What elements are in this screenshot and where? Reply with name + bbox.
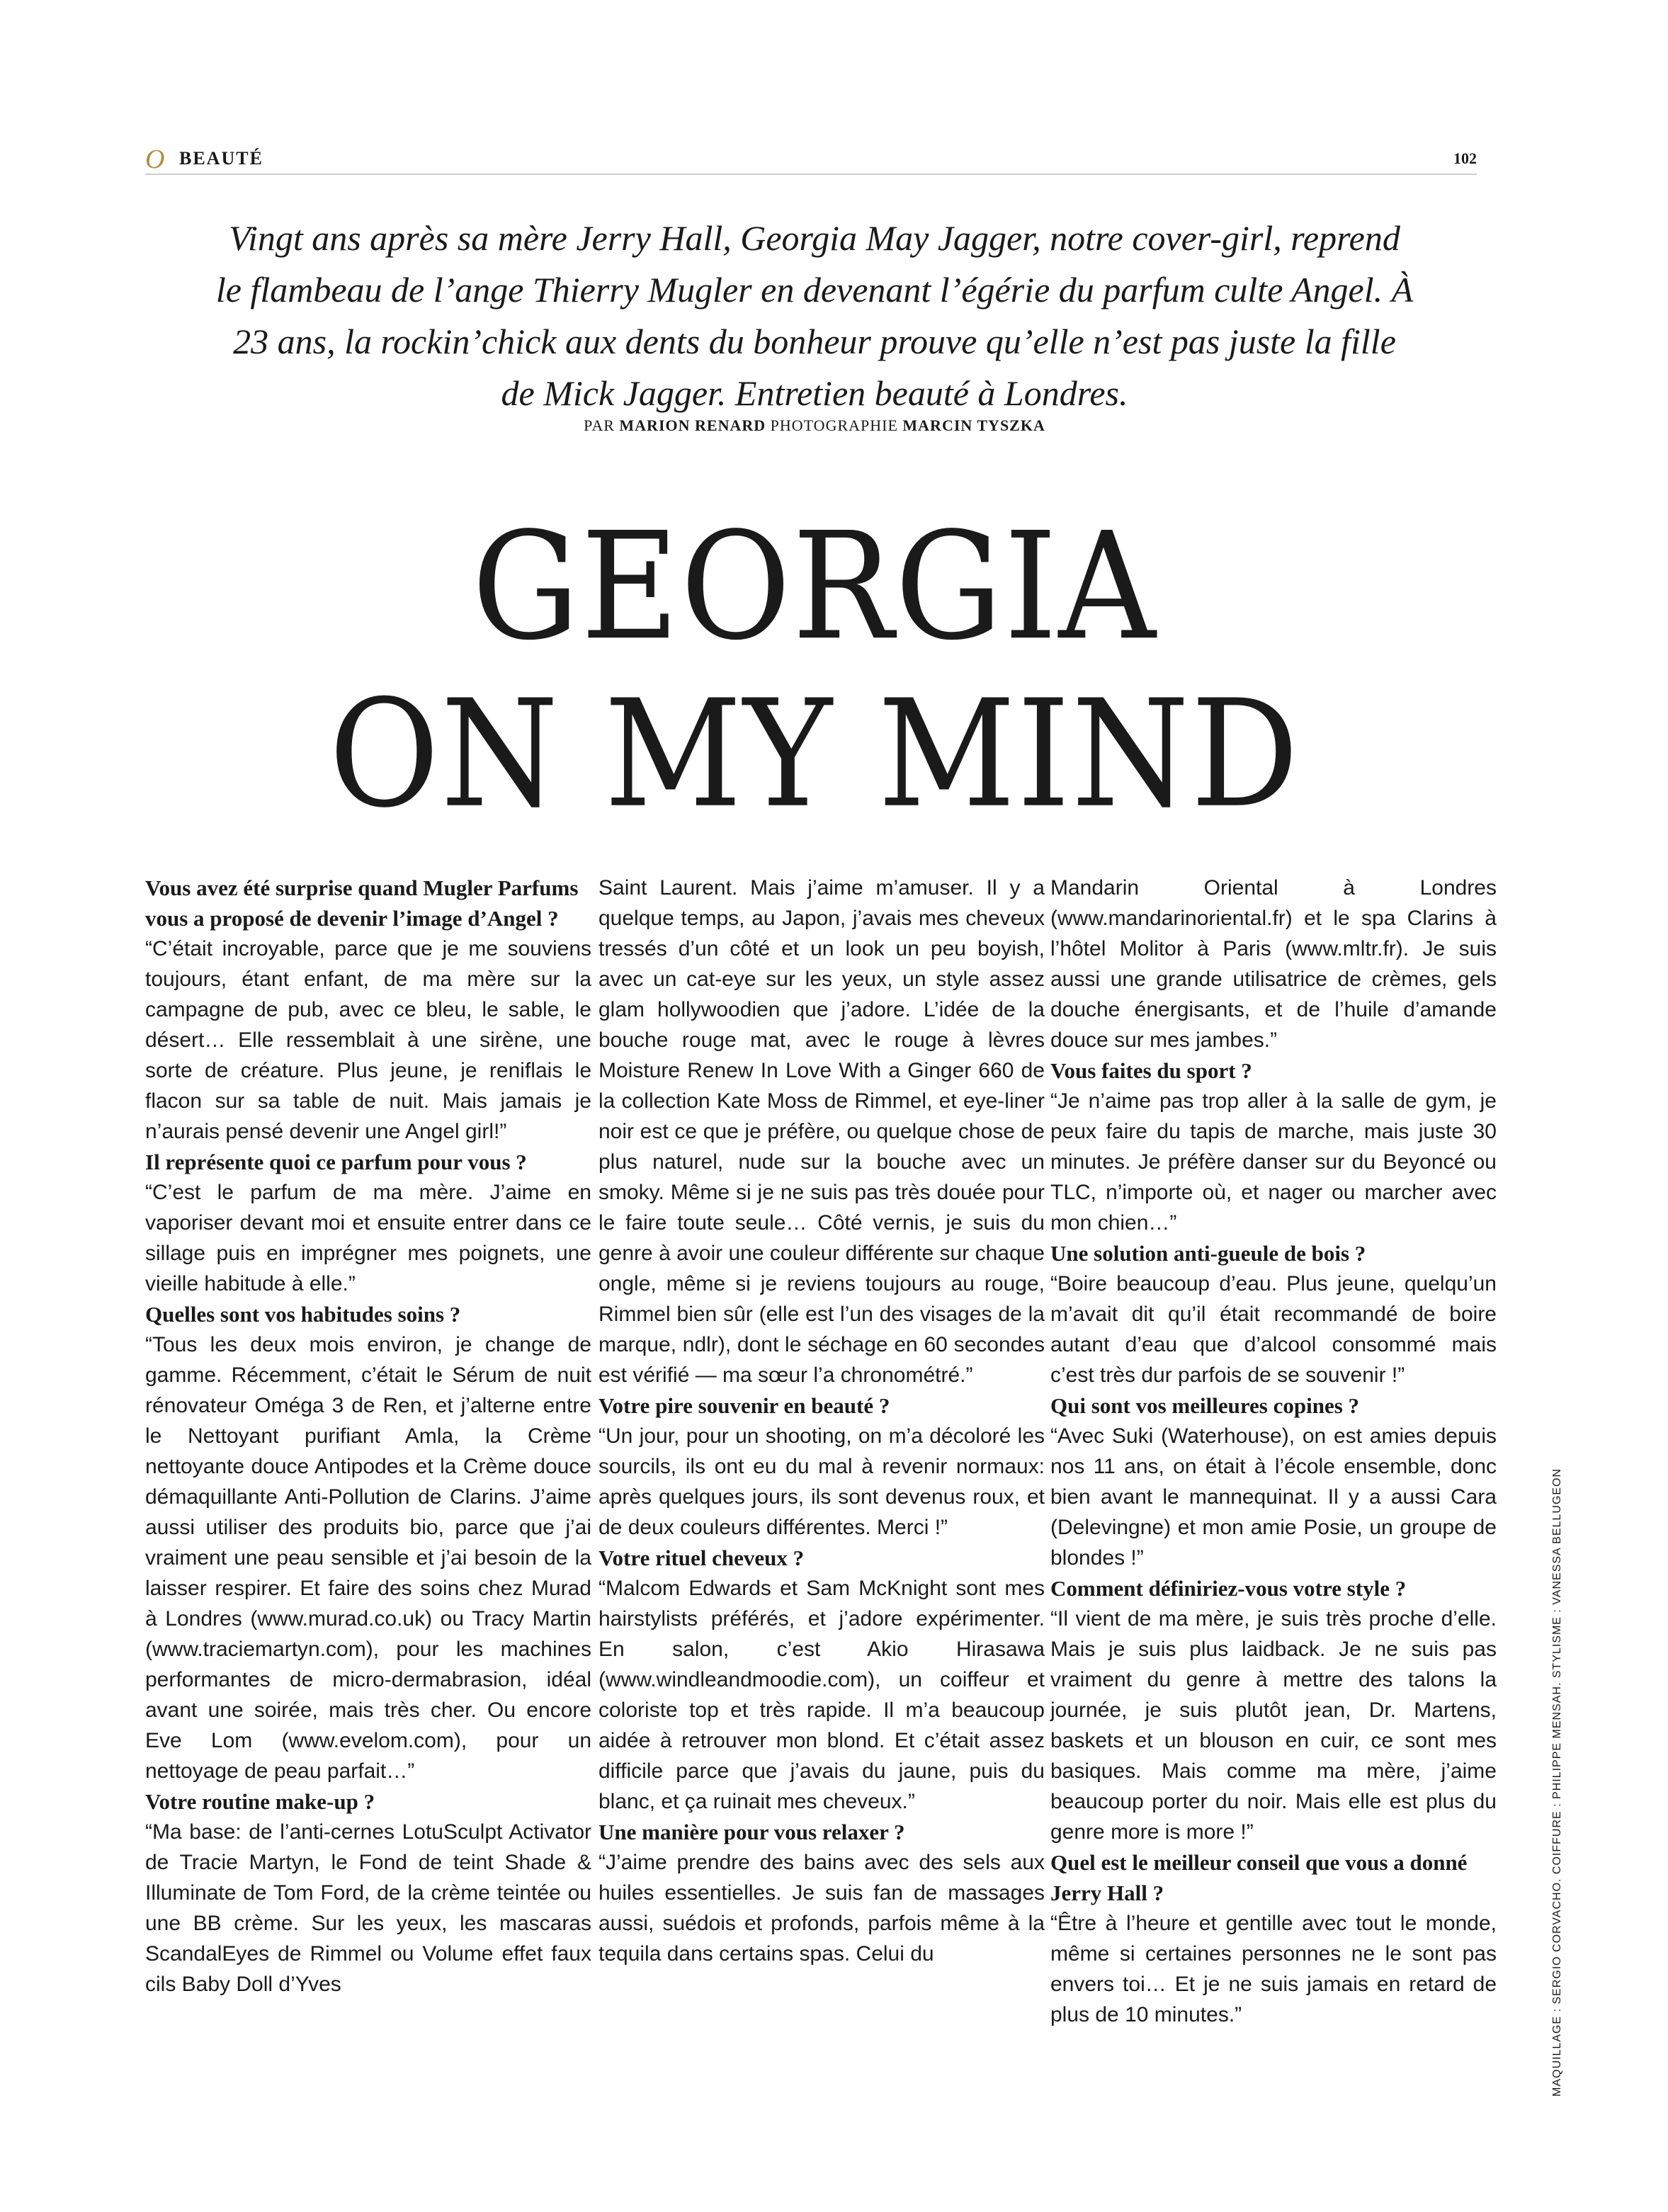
answer: “Il vient de ma mère, je suis très proche d’elle. Mais je suis plus laidback. Je ne suis pas vraiment du genre à mettre des talons la journée, je suis plutôt jean, Dr. Martens, baskets et un blouson en cuir, ce sont mes basiques. Mais comme ma mère, j’aime beaucoup porter du noir. Mais elle est plus du genre more is more !” <box>1050 1607 1497 1844</box>
answer: Saint Laurent. Mais j’aime m’amuser. Il y a quelque temps, au Japon, j’avais mes cheveux tressés d’un côté et un look un peu boyish, avec un cat-eye sur les yeux, un style assez glam hollywoodien que j’adore. L’idée de la bouche rouge mat, avec le rouge à lèvres Moisture Renew In Love With a Ginger 660 de la collection Kate Moss de Rimmel, et eye-liner noir est ce que je préfère, ou quelque chose de plus naturel, nude sur la bouche avec un smoky. Même si je ne suis pas très douée pour le faire toute seule… Côté vernis, je suis du genre à avoir une couleur différente sur chaque ongle, même si je reviens toujours au rouge, Rimmel bien sûr (elle est l’un des visages de la marque, ndlr), dont le séchage en 60 secondes est vérifié — ma sœur l’a chronométré.” <box>598 876 1045 1387</box>
question: Qui sont vos meilleures copines ? <box>1050 1393 1360 1418</box>
byline-photo-label: PHOTOGRAPHIE <box>770 416 898 434</box>
section-label: BEAUTÉ <box>179 148 263 169</box>
photo-credits: MAQUILLAGE : SERGIO CORVACHO. COIFFURE : PHILIPPE MENSAH. STYLISME : VANESSA BELLUGEON <box>1551 1468 1563 2097</box>
answer: Mandarin Oriental à Londres (www.mandarinoriental.fr) et le spa Clarins à l’hôtel Molitor à Paris (www.mltr.fr). Je suis aussi une grande utilisatrice de crèmes, gels douche énergisants, et de l’huile d’amande douce sur mes jambes.” <box>1050 876 1497 1052</box>
question: Vous faites du sport ? <box>1050 1058 1252 1083</box>
title-line-2: ON MY MIND <box>329 668 1300 841</box>
answer: “Boire beaucoup d’eau. Plus jeune, quelqu’un m’avait dit qu’il était recommandé de boire autant d’eau que d’alcool consommé mais c’est très dur parfois de se souvenir !” <box>1050 1272 1497 1387</box>
question: Il représente quoi ce parfum pour vous ? <box>145 1150 527 1174</box>
title-line-1: GEORGIA <box>472 500 1157 673</box>
question: Comment définiriez-vous votre style ? <box>1050 1576 1407 1601</box>
byline-author: MARION RENARD <box>619 416 766 434</box>
page-number: 102 <box>1453 149 1477 167</box>
question: Votre pire souvenir en beauté ? <box>598 1393 890 1418</box>
answer: “Être à l’heure et gentille avec tout le monde, même si certaines personnes ne le sont pas envers toi… Et je ne suis jamais en retard de plus de 10 minutes.” <box>1050 1912 1497 2026</box>
magazine-logo: O <box>145 144 165 174</box>
byline-photographer: MARCIN TYSZKA <box>902 416 1045 434</box>
answer: “Avec Suki (Waterhouse), on est amies depuis nos 11 ans, on était à l’école ensemble, donc bien avant le mannequinat. Il y a aussi Cara (Delevingne) et mon amie Posie, un groupe de blondes !” <box>1050 1424 1497 1570</box>
question: Votre routine make-up ? <box>145 1789 375 1814</box>
byline <box>212 416 1417 435</box>
question: Une solution anti-gueule de bois ? <box>1050 1241 1366 1266</box>
answer: “Tous les deux mois environ, je change de gamme. Récemment, c’était le Sérum de nuit rénovateur Oméga 3 de Ren, et j’alterne entre le Nettoyant purifiant Amla, la Crème nettoyante douce Antipodes et la Crème douce démaquillante Anti-Pollution de Clarins. J’aime aussi utiliser des produits bio, parce que j’ai vraiment une peau sensible et j’ai besoin de la laisser respirer. Et faire des soins chez Murad à Londres (www.murad.co.uk) ou Tracy Martin (www.traciemartyn.com), pour les machines performantes de micro-dermabrasion, idéal avant une soirée, mais très cher. Ou encore Eve Lom (www.evelom.com), pour un nettoyage de peau parfait…” <box>145 1333 591 1783</box>
answer: “Ma base: de l’anti-cernes LotuSculpt Activator de Tracie Martyn, le Fond de teint Shade & Illuminate de Tom Ford, de la crème teintée ou une BB crème. Sur les yeux, les mascaras ScandalEyes de Rimmel ou Volume effet faux cils Baby Doll d’Yves <box>145 1820 591 1996</box>
answer: “Je n’aime pas trop aller à la salle de gym, je peux faire du tapis de marche, mais juste 30 minutes. Je préfère danser sur du Beyoncé ou TLC, n’importe où, et nager ou marcher avec mon chien…” <box>1050 1089 1497 1235</box>
answer: “Malcom Edwards et Sam McKnight sont mes hairstylists préférés, et j’adore expérimenter. En salon, c’est Akio Hirasawa (www.windleandmoodie.com), un coiffeur et coloriste top et très rapide. Il m’a beaucoup aidée à retrouver mon blond. Et c’était assez difficile parce que j’avais du jaune, puis du blanc, et ça ruinait mes cheveux.” <box>598 1577 1045 1813</box>
byline-par: PAR <box>584 416 615 434</box>
answer: “J’aime prendre des bains avec des sels aux huiles essentielles. Je suis fan de massages aussi, suédois et profonds, parfois même à la tequila dans certains spas. Celui du <box>598 1851 1045 1966</box>
text-column-3 <box>1050 873 1497 2030</box>
question: Quelles sont vos habitudes soins ? <box>145 1302 461 1327</box>
question: Vous avez été surprise quand Mugler Parfums vous a proposé de devenir l’image d’Angel ? <box>145 875 579 931</box>
question: Votre rituel cheveux ? <box>598 1545 805 1570</box>
question: Quel est le meilleur conseil que vous a donné Jerry Hall ? <box>1050 1850 1468 1905</box>
article-title <box>106 500 1523 841</box>
intro-paragraph: Vingt ans après sa mère Jerry Hall, Georgia May Jagger, notre cover-girl, reprend le flambeau de l’ange Thierry Mugler en devenant l’égérie du parfum culte Angel. À 23 ans, la rockin’chick aux dents du bonheur prouve qu’elle n’est pas juste la fille de Mick Jagger. Entretien beauté à Londres. <box>215 218 1414 413</box>
question: Une manière pour vous relaxer ? <box>598 1820 905 1844</box>
text-column-2 <box>598 873 1045 1969</box>
answer: “C’est le parfum de ma mère. J’aime en vaporiser devant moi et ensuite entrer dans ce sillage puis en imprégner mes poignets, une vieille habitude à elle.” <box>145 1181 591 1295</box>
answer: “C’était incroyable, parce que je me souviens toujours, étant enfant, de ma mère sur la campagne de pub, avec ce bleu, le sable, le désert… Elle ressemblait à une sirène, une sorte de créature. Plus jeune, je reniflais le flacon sur sa table de nuit. Mais jamais je n’aurais pensé devenir une Angel girl!” <box>145 937 591 1143</box>
text-column-1 <box>145 873 591 2000</box>
answer: “Un jour, pour un shooting, on m’a décoloré les sourcils, ils ont eu du mal à revenir normaux: après quelques jours, ils sont devenus roux, et de deux couleurs différentes. Merci !” <box>598 1424 1045 1539</box>
page-header <box>145 145 1477 175</box>
